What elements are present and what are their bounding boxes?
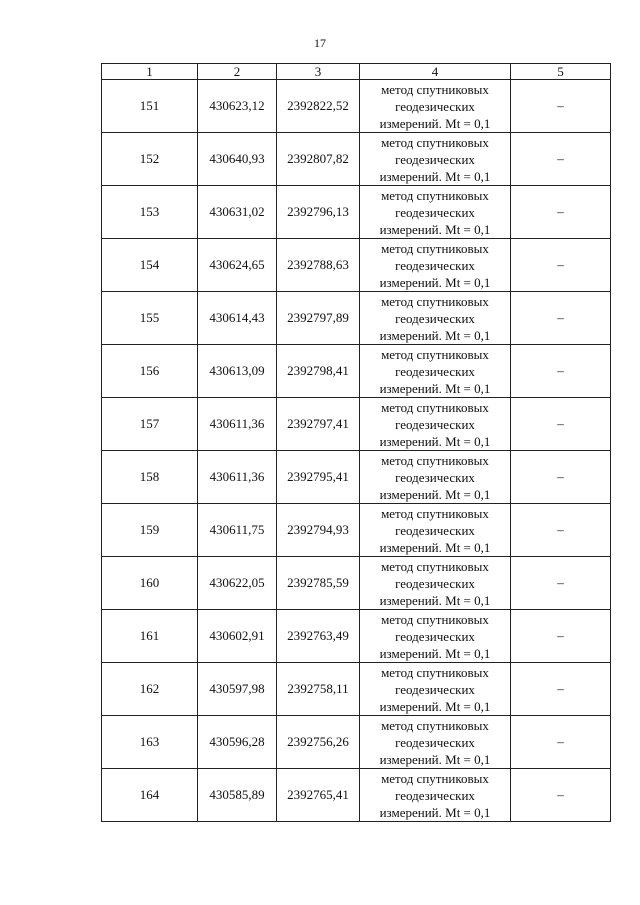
note-cell: – bbox=[511, 186, 611, 239]
method-description bbox=[360, 80, 511, 133]
table-row bbox=[102, 557, 611, 610]
method-line-2: геодезических bbox=[395, 416, 475, 432]
note-cell: – bbox=[511, 345, 611, 398]
column-header-1: 1 bbox=[102, 64, 198, 80]
method-description bbox=[360, 398, 511, 451]
point-number: 163 bbox=[102, 716, 198, 769]
point-number: 159 bbox=[102, 504, 198, 557]
table-header-row bbox=[102, 64, 611, 80]
point-number: 162 bbox=[102, 663, 198, 716]
method-line-1: метод спутниковых bbox=[381, 81, 489, 97]
method-line-1: метод спутниковых bbox=[381, 134, 489, 150]
coordinate-y: 2392794,93 bbox=[277, 504, 360, 557]
point-number: 156 bbox=[102, 345, 198, 398]
table-row bbox=[102, 769, 611, 822]
coordinate-y: 2392798,41 bbox=[277, 345, 360, 398]
method-line-2: геодезических bbox=[395, 575, 475, 591]
coordinate-y: 2392797,89 bbox=[277, 292, 360, 345]
method-line-1: метод спутниковых bbox=[381, 717, 489, 733]
table-row bbox=[102, 504, 611, 557]
point-number: 161 bbox=[102, 610, 198, 663]
coordinate-x: 430631,02 bbox=[198, 186, 277, 239]
method-line-3: измерений. Mt = 0,1 bbox=[379, 274, 491, 290]
point-number: 152 bbox=[102, 133, 198, 186]
method-line-1: метод спутниковых bbox=[381, 187, 489, 203]
method-line-1: метод спутниковых bbox=[381, 664, 489, 680]
method-line-3: измерений. Mt = 0,1 bbox=[379, 698, 491, 714]
method-line-2: геодезических bbox=[395, 363, 475, 379]
method-line-1: метод спутниковых bbox=[381, 505, 489, 521]
coordinate-x: 430585,89 bbox=[198, 769, 277, 822]
method-line-1: метод спутниковых bbox=[381, 293, 489, 309]
method-line-2: геодезических bbox=[395, 469, 475, 485]
method-line-3: измерений. Mt = 0,1 bbox=[379, 804, 491, 820]
method-line-3: измерений. Mt = 0,1 bbox=[379, 645, 491, 661]
note-cell: – bbox=[511, 292, 611, 345]
coordinate-x: 430624,65 bbox=[198, 239, 277, 292]
method-line-3: измерений. Mt = 0,1 bbox=[379, 433, 491, 449]
coordinate-y: 2392795,41 bbox=[277, 451, 360, 504]
method-description bbox=[360, 292, 511, 345]
table-row bbox=[102, 663, 611, 716]
table-row bbox=[102, 133, 611, 186]
method-line-1: метод спутниковых bbox=[381, 399, 489, 415]
page-number: 17 bbox=[314, 36, 326, 50]
table-row bbox=[102, 292, 611, 345]
point-number: 153 bbox=[102, 186, 198, 239]
coordinate-y: 2392788,63 bbox=[277, 239, 360, 292]
note-cell: – bbox=[511, 398, 611, 451]
method-line-3: измерений. Mt = 0,1 bbox=[379, 751, 491, 767]
note-cell: – bbox=[511, 610, 611, 663]
method-description bbox=[360, 239, 511, 292]
method-line-1: метод спутниковых bbox=[381, 611, 489, 627]
point-number: 158 bbox=[102, 451, 198, 504]
method-description bbox=[360, 451, 511, 504]
coordinate-y: 2392756,26 bbox=[277, 716, 360, 769]
note-cell: – bbox=[511, 504, 611, 557]
method-line-2: геодезических bbox=[395, 98, 475, 114]
method-line-3: измерений. Mt = 0,1 bbox=[379, 168, 491, 184]
method-description bbox=[360, 716, 511, 769]
method-line-3: измерений. Mt = 0,1 bbox=[379, 486, 491, 502]
coordinate-x: 430622,05 bbox=[198, 557, 277, 610]
method-line-3: измерений. Mt = 0,1 bbox=[379, 592, 491, 608]
point-number: 164 bbox=[102, 769, 198, 822]
table-row bbox=[102, 610, 611, 663]
note-cell: – bbox=[511, 769, 611, 822]
coordinate-x: 430602,91 bbox=[198, 610, 277, 663]
note-cell: – bbox=[511, 716, 611, 769]
method-description bbox=[360, 610, 511, 663]
method-description bbox=[360, 345, 511, 398]
coordinate-x: 430611,36 bbox=[198, 451, 277, 504]
method-line-2: геодезических bbox=[395, 787, 475, 803]
method-line-2: геодезических bbox=[395, 257, 475, 273]
note-cell: – bbox=[511, 133, 611, 186]
point-number: 157 bbox=[102, 398, 198, 451]
method-line-2: геодезических bbox=[395, 151, 475, 167]
coordinate-x: 430623,12 bbox=[198, 80, 277, 133]
coordinate-y: 2392822,52 bbox=[277, 80, 360, 133]
method-line-1: метод спутниковых bbox=[381, 558, 489, 574]
method-description bbox=[360, 504, 511, 557]
coordinate-x: 430614,43 bbox=[198, 292, 277, 345]
method-description bbox=[360, 663, 511, 716]
coordinate-x: 430597,98 bbox=[198, 663, 277, 716]
table-row bbox=[102, 398, 611, 451]
coordinate-y: 2392758,11 bbox=[277, 663, 360, 716]
point-number: 155 bbox=[102, 292, 198, 345]
coordinate-y: 2392807,82 bbox=[277, 133, 360, 186]
coordinate-x: 430611,75 bbox=[198, 504, 277, 557]
method-line-3: измерений. Mt = 0,1 bbox=[379, 380, 491, 396]
method-line-3: измерений. Mt = 0,1 bbox=[379, 115, 491, 131]
column-header-3: 3 bbox=[277, 64, 360, 80]
coordinate-x: 430611,36 bbox=[198, 398, 277, 451]
method-description bbox=[360, 557, 511, 610]
point-number: 160 bbox=[102, 557, 198, 610]
note-cell: – bbox=[511, 557, 611, 610]
coordinate-x: 430613,09 bbox=[198, 345, 277, 398]
note-cell: – bbox=[511, 80, 611, 133]
column-header-5: 5 bbox=[511, 64, 611, 80]
coordinate-y: 2392763,49 bbox=[277, 610, 360, 663]
table-row bbox=[102, 716, 611, 769]
method-line-1: метод спутниковых bbox=[381, 240, 489, 256]
note-cell: – bbox=[511, 451, 611, 504]
coordinate-y: 2392797,41 bbox=[277, 398, 360, 451]
column-header-4: 4 bbox=[360, 64, 511, 80]
table-row bbox=[102, 239, 611, 292]
method-description bbox=[360, 769, 511, 822]
point-number: 151 bbox=[102, 80, 198, 133]
table-row bbox=[102, 186, 611, 239]
method-line-2: геодезических bbox=[395, 681, 475, 697]
method-line-1: метод спутниковых bbox=[381, 770, 489, 786]
method-line-2: геодезических bbox=[395, 734, 475, 750]
note-cell: – bbox=[511, 239, 611, 292]
method-line-2: геодезических bbox=[395, 628, 475, 644]
coordinate-y: 2392796,13 bbox=[277, 186, 360, 239]
method-line-3: измерений. Mt = 0,1 bbox=[379, 539, 491, 555]
note-cell: – bbox=[511, 663, 611, 716]
point-number: 154 bbox=[102, 239, 198, 292]
table-row bbox=[102, 345, 611, 398]
coordinate-x: 430596,28 bbox=[198, 716, 277, 769]
coordinates-table bbox=[101, 63, 611, 822]
table-row bbox=[102, 80, 611, 133]
coordinate-x: 430640,93 bbox=[198, 133, 277, 186]
method-line-3: измерений. Mt = 0,1 bbox=[379, 327, 491, 343]
coordinate-y: 2392785,59 bbox=[277, 557, 360, 610]
column-header-2: 2 bbox=[198, 64, 277, 80]
method-line-2: геодезических bbox=[395, 522, 475, 538]
method-line-2: геодезических bbox=[395, 310, 475, 326]
method-line-1: метод спутниковых bbox=[381, 452, 489, 468]
method-description bbox=[360, 133, 511, 186]
method-line-2: геодезических bbox=[395, 204, 475, 220]
method-line-3: измерений. Mt = 0,1 bbox=[379, 221, 491, 237]
method-description bbox=[360, 186, 511, 239]
coordinate-y: 2392765,41 bbox=[277, 769, 360, 822]
table-row bbox=[102, 451, 611, 504]
method-line-1: метод спутниковых bbox=[381, 346, 489, 362]
